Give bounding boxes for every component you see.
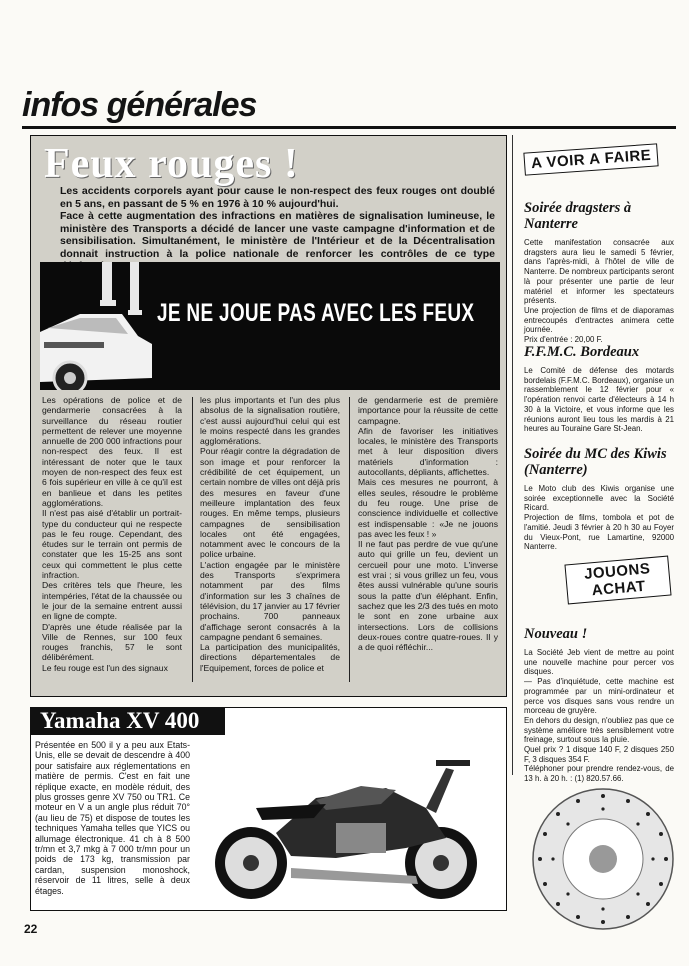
sidebar-item-title: F.F.M.C. Bordeaux (524, 344, 640, 360)
article-column-1: Les opérations de police et de gendarmerie consacrées à la surveillance du réseau routier permettent de relever une moyenne annuelle de 200 000 infractions pour non-respect des feux. Il est intéressant de noter que le taux moyen de non-respect des feux est 6 fois supérieur en ville à ce qu'il est en banlieue et dans les petites agglomérations. Il n'est pas aisé d'établir un portrait-type du conducteur qui ne respecte pas le feu rouge. Cependant, des études sur le terrain ont permis de constater que les 15-25 ans sont ceux qui commettent le plus cette infraction. Des critères tels que l'heure, les intempéries, l'état de la chaussée ou le jour de la semaine entrent aussi en ligne de compte. D'après une étude réalisée par la Ville de Rennes, sur 100 feux rouges franchis, 57 le sont délibérément. Le feu rouge est l'un des signaux (42, 395, 182, 673)
nouveau-text: La Société Jeb vient de mettre au point une nouvelle machine pour percer vos disques. — Pas d'inquiétude, cette machine est programmée par un mini-ordinateur et perce vos disques sans vous rendre un morceau de gruyère. En dehors du design, n'oubliez pas que ce système améliore très sensiblement votre freinage, surtout sous la pluie. Quel prix ? 1 disque 140 F, 2 disques 250 F, 3 disques 354 F. Téléphoner pour prendre rendez-vous, de 13 h. à 20 h. : (1) 820.57.66. (524, 648, 674, 784)
sidebar-item-title: Soirée du MC des Kiwis (Nanterre) (524, 446, 667, 478)
column-divider (349, 397, 350, 682)
sidebar-divider (512, 135, 513, 775)
sidebar-item-kiwis (524, 446, 674, 552)
article-headline: Feux rouges ! (44, 141, 299, 187)
brake-disc-photo (528, 784, 678, 934)
sidebar-item-title: Soirée dragsters à Nanterre (524, 200, 632, 232)
yamaha-text: Présentée en 500 il y a peu aux Etats-Unis, elle se devait de descendre à 400 pour satisfaire aux réglementations en matière de permis. C'est en fait une réplique exacte, en modèle réduit, des plus grosses genre XV 750 ou TR1. Ce moteur en V a un angle plus réduit 70° (au lieu de 75) et dispose de toutes les techniques Yamaha telles que YICS ou allumage électronique. 41 ch à 8 500 tr/mn et 3,7 mkg à 7 000 tr/mn pour un poids de 173 kg, transmission par cardan, suspension monoshock, réservoir de 11 litres, selle à deux étages. (35, 740, 190, 896)
article-lead (60, 185, 495, 273)
sidebar-item-text: Cette manifestation consacrée aux dragsters aura lieu le samedi 5 février, dans l'après-midi, à l'hôtel de ville de Nanterre. De nombreux participants seront là pour présenter une partie de leur matériel et informer les spectateurs présents. Une projection de films et de diaporamas entrecoupés d'entractes animera cette journée. Prix d'entrée : 20,00 F. (524, 238, 674, 345)
yamaha-title: Yamaha XV 400 (30, 707, 225, 735)
a-voir-a-faire-tag: A VOIR A FAIRE (523, 143, 659, 175)
header-rule (22, 126, 676, 129)
lead-paragraph-2: Face à cette augmentation des infractions en matières de signalisation lumineuse, le ministère des Transports a décidé de lancer une vaste campagne d'information et de sensibilisation. Simultanément, le ministère de l'Intérieur et de la Décentralisation donnait instruction à la police nationale de renforcer les contrôles de ce type (60, 210, 495, 260)
sidebar-item-text: Le Moto club des Kiwis organise une soirée exceptionnelle avec la Société Ricard. Projection de films, tombola et pot de l'amitié. Jeudi 3 février à 20 h 30 au Foyer du Vieux-Pont, rue Lamartine, 92000 Nanterre. (524, 484, 674, 552)
banner-slogan: JE NE JOUE PAS AVEC LES FEUX (157, 300, 475, 328)
sidebar-item-nouveau (524, 626, 674, 784)
tag-line-1: JOUONS (583, 560, 652, 583)
article-columns (42, 395, 498, 687)
sidebar-item-dragsters (524, 200, 674, 345)
article-column-2: les plus importants et l'un des plus absolus de la signalisation routière, c'est aussi aujourd'hui celui qui est le moins respecté dans les grandes agglomérations. Pour réagir contre la dégradation de son image et pour renforcer la crédibilité de cet équipement, un certain nombre de villes ont déjà pris des mesures en faveur d'une meilleure implantation des feux rouges. En même temps, plusieurs campagnes de sensibilisation locales ont été engagées, notamment avec le concours de la police urbaine. L'action engagée par le ministère des Transports s'exprimera notamment par des films d'information sur les 3 chaînes de télévision, du 17 janvier au 17 février prochains. 700 panneaux d'affichage seront consacrés à la campagne pendant 6 semaines. La participation des municipalités, directions départementales de l'Equipement, forces de police et (200, 395, 340, 673)
tag-line-2: ACHAT (591, 577, 647, 600)
nouveau-title: Nouveau ! (524, 626, 588, 642)
article-column-3: de gendarmerie est de première importance pour la réussite de cette campagne. Afin de favoriser les initiatives locales, le ministère des Transports met à leur disposition divers matériels d'information : autocollants, dépliants, affichettes. Mais ces mesures ne pourront, à elles seules, résoudre le problème du feu rouge. Une prise de conscience individuelle et collective est indispensable : «Je ne jouons pas avec les feux ! » Il ne faut pas perdre de vue qu'une auto qui grille un feu, devient un cercueil pour une moto. L'inverse est vrai ; si vous grillez un feu, vous êtes aussi vulnérable qu'une souris sous la patte d'un éléphant. Enfin, sachez que les 2/3 des tués en moto le sont en zone urbaine aux intersections. Lors de collisions deux-roues contre quatre-roues. Il y a de quoi réfléchir... (358, 395, 498, 653)
column-divider (192, 397, 193, 682)
lead-paragraph-1: Les accidents corporels ayant pour cause le non-respect des feux rouges ont doublé en 5 ans, en passant de 5 % en 1976 à 10 % aujourd'hui. (60, 185, 495, 210)
jouons-achat-tag (564, 556, 671, 605)
section-title: infos générales (22, 86, 257, 124)
sidebar-item-text: Le Comité de défense des motards bordelais (F.F.M.C. Bordeaux), organise un rassemblement le 12 février pour « l'opération renvoi carte d'électeurs à 14 h 30 à la Victoire, et vous informe que les réunions auront lieu tous les mardis à 21 heures au Touraine Gare St-Jean. (524, 366, 674, 434)
page-number: 22 (24, 922, 38, 936)
sidebar-item-ffmc (524, 344, 674, 434)
